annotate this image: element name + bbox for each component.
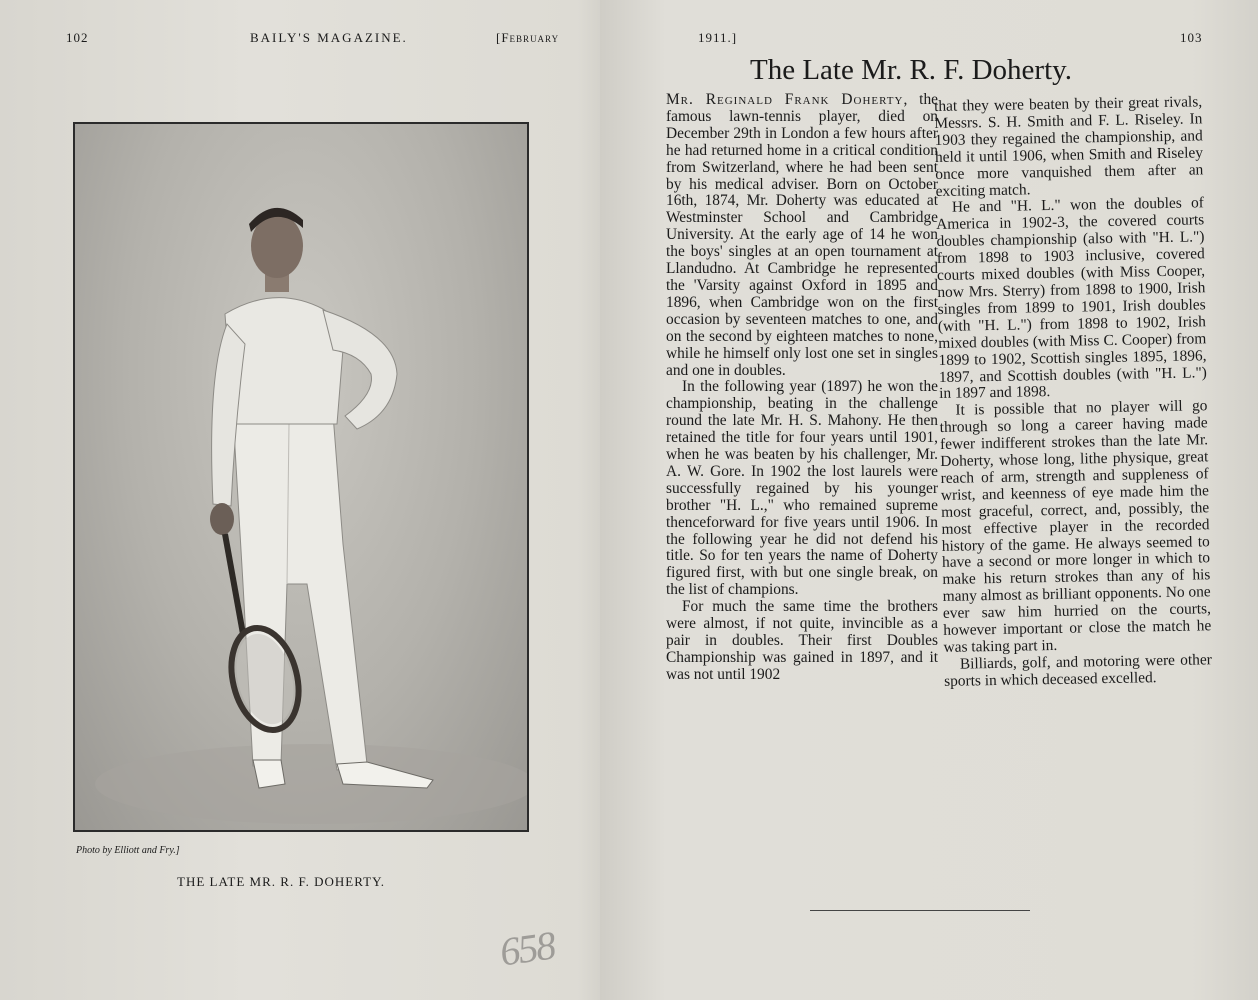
paragraph: For much the same time the brothers were almost, if not quite, invincible as a pair in doubles. Their first Doubles Championship was gained in 1897, and it was not until 1902 — [666, 598, 938, 683]
article-column-2 — [934, 94, 1212, 690]
paragraph-text: the famous lawn-tennis player, died on December 29th in London a few hours after he had returned home in a critical condition from Switzerland, where he had been sent by his medical adviser. Born on October 16th, 1874, Mr. Doherty was educated at Westminster School and Cambridge University. At the early age of 14 he won the boys' singles at an open tournament at Llandudno. At Cambridge he represented the 'Varsity against Oxford in 1895 and 1896, when Cambridge won on the first occasion by seventeen matches to one, and on the second by eighteen matches to none, while he himself only lost one set in singles and one in doubles. — [666, 91, 938, 379]
article-title: The Late Mr. R. F. Doherty. — [750, 54, 1072, 86]
paragraph: He and "H. L." won the doubles of America in 1902-3, the covered courts doubles championship (also with "H. L.") from 1898 to 1903 inclusive, covered courts mixed doubles (with Miss Cooper, now Mrs. Sterry) from 1898 to 1900, Irish singles from 1899 to 1901, Irish doubles (with "H. L.") from 1898 to 1902, Irish mixed doubles (with Miss C. Cooper) from 1899 to 1902, Scottish singles 1895, 1896, 1897, and Scottish doubles (with "H. L.") in 1897 and 1898. — [936, 194, 1207, 403]
month-running-head: [February — [496, 30, 560, 45]
right-page — [600, 0, 1258, 1000]
portrait-photograph — [73, 122, 529, 832]
photo-caption: THE LATE MR. R. F. DOHERTY. — [177, 874, 386, 889]
year-running-head: 1911.] — [698, 30, 738, 45]
lead-in-small-caps: Mr. Reginald Frank Doherty, — [666, 91, 909, 108]
paragraph: Billiards, golf, and motoring were other sports in which deceased excelled. — [944, 651, 1212, 690]
article-end-rule — [810, 910, 1030, 911]
paragraph: that they were beaten by their great rivals, Messrs. S. H. Smith and F. L. Riseley. In 1903 they regained the championship, and held it until 1906, when Smith and Riseley once more vanquished them after an exciting match. — [933, 93, 1204, 200]
paragraph: In the following year (1897) he won the championship, beating in the challenge round the late Mr. H. S. Mahony. He then retained the title for four years until 1901, when he was beaten by his challenger, Mr. A. W. Gore. In 1902 the lost laurels were successfully regained by his younger brother "H. L.," who remained supreme thenceforward for five years until 1906. In the following year he did not defend his title. So for ten years the name of Doherty figured first, with but one single break, on the list of champions. — [666, 378, 938, 599]
paragraph: It is possible that no player will go through so long a career having made fewer indifferent strokes than the late Mr. Doherty, whose long, lithe physique, great reach of arm, strength and suppleness of wrist, and keenness of eye made him the most graceful, correct, and, possibly, the most effective player in the recorded history of the game. He always seemed to have a second or more longer in which to make his return strokes than any of his many almost as brilliant opponents. No one ever saw him hurried on the courts, however important or close the match he was taking part in. — [939, 397, 1212, 656]
handwritten-pencil-number: 658 — [497, 922, 557, 975]
page-number-left: 102 — [66, 30, 89, 45]
left-page — [0, 0, 628, 1000]
tennis-player-figure — [75, 124, 527, 830]
photo-credit: Photo by Elliott and Fry.] — [76, 845, 180, 856]
article-column-1 — [666, 92, 938, 684]
magazine-running-head: BAILY'S MAGAZINE. — [250, 30, 408, 45]
page-number-right: 103 — [1180, 30, 1203, 45]
paragraph — [666, 92, 938, 379]
